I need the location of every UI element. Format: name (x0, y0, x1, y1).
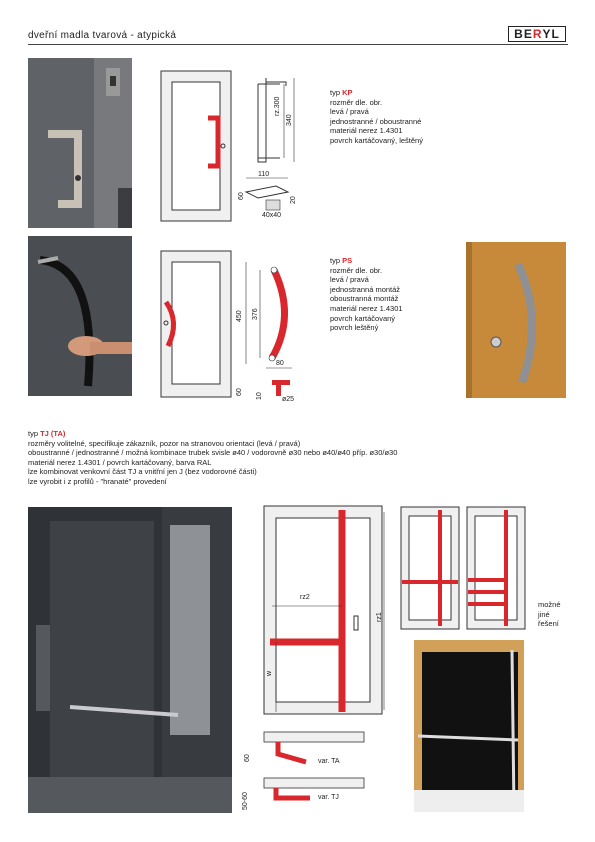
tj-spec-line: oboustranné / jednostranné / možná kombinace trubek svisle ø40 / vodorovně ø30 nebo ø40/ø40 příp. ø30/ø30 (28, 448, 398, 458)
ps-spec-line: materiál nerez 1.4301 (330, 303, 403, 313)
ps-type-line: typ PS (330, 256, 353, 265)
page-title: dveřní madla tvarová - atypická (28, 30, 177, 41)
options-note: možné jiné řešení (538, 600, 561, 629)
ps-spec (330, 256, 470, 333)
tj-spec-line: lze vyrobit i z profilů - "hranaté" provedení (28, 476, 167, 486)
kp-dim-110: 110 (258, 171, 270, 178)
kp-spec-line: levá / pravá (330, 107, 369, 117)
kp-spec-line: povrch kartáčovaný, leštěný (330, 135, 423, 145)
kp-spec-line: materiál nerez 1.4301 (330, 126, 403, 136)
kp-spec-line: rozměr dle. obr. (330, 97, 383, 107)
tj-var-tj-drawing (262, 774, 372, 808)
kp-dim-20: 20 (290, 196, 297, 204)
tj-photo (28, 507, 232, 813)
ps-spec-line: oboustranná montáž (330, 294, 399, 304)
ps-dim-60: 60 (236, 388, 243, 396)
kp-type-line: typ KP (330, 88, 353, 97)
tj-option-drawing-1 (400, 506, 460, 630)
ps-dim-d25: ø25 (282, 396, 295, 403)
ps-dim-376: 376 (252, 308, 259, 320)
var-ta-label: var. TA (318, 758, 340, 765)
kp-spec (330, 88, 480, 146)
kp-spec-line: jednostranné / oboustranné (330, 116, 422, 126)
tj-option-drawing-2 (466, 506, 526, 630)
kp-dim-40x40: 40x40 (262, 212, 282, 219)
tj-var-ta-drawing (262, 728, 372, 768)
ps-photo (28, 236, 132, 396)
tj-spec-line: lze kombinovat venkovní část TJ a vnitřní jen J (bez vodorovné části) (28, 467, 257, 477)
tj-dim-rz1: rz1 (376, 612, 383, 622)
tj-type-line: typ TJ (TA) (28, 429, 66, 438)
tj-spec (28, 429, 573, 487)
black-door-photo (414, 640, 524, 812)
ps-dim-10: 10 (256, 392, 263, 400)
kp-dim-60: 60 (238, 192, 245, 200)
ps-dim-450: 450 (236, 310, 243, 322)
kp-dim-340: 340 (286, 114, 293, 126)
header-divider (28, 44, 568, 45)
ps-spec-line: povrch kartáčovaný (330, 313, 396, 323)
ps-spec-line: povrch leštěný (330, 323, 379, 333)
ps-dim-80: 80 (276, 360, 284, 367)
ps-door-drawing (160, 250, 232, 398)
tj-door-drawing (262, 504, 394, 718)
tj-dim-w: w (266, 670, 273, 676)
ps-door-photo (466, 242, 566, 398)
ps-spec-line: levá / pravá (330, 275, 369, 285)
tj-spec-line: rozměry volitelné, specifikuje zákazník, pozor na stranovou orientaci (levá / pravá) (28, 438, 301, 448)
ps-handle-drawing (236, 252, 300, 402)
beryl-logo: BE R YL (508, 26, 566, 42)
kp-door-drawing (160, 70, 232, 222)
tj-spec-line: materiál nerez 1.4301 / povrch kartáčovaný, barva RAL (28, 457, 212, 467)
tj-dim-50-60: 50-60 (242, 792, 249, 810)
tj-dim-60: 60 (244, 754, 251, 762)
ps-spec-line: jednostranná montáž (330, 284, 401, 294)
tj-dim-rz2: rz2 (300, 594, 310, 601)
kp-photo (28, 58, 132, 228)
ps-spec-line: rozměr dle. obr. (330, 265, 383, 275)
kp-dim-rz300: rz.300 (274, 96, 281, 116)
var-tj-label: var. TJ (318, 794, 339, 801)
